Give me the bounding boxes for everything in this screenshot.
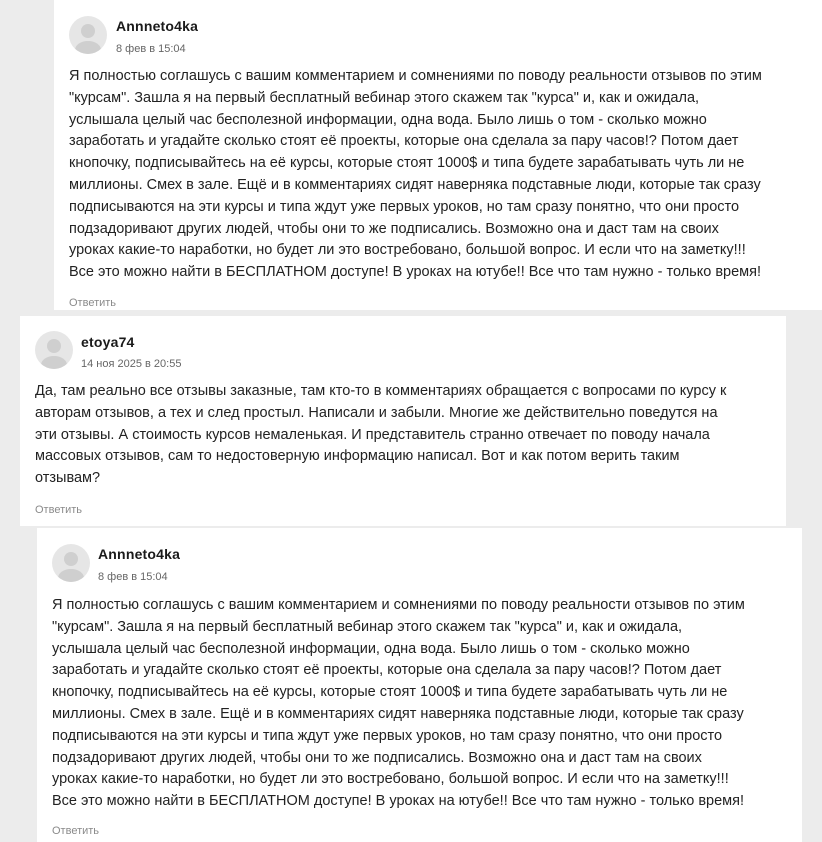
comment-author[interactable]: Annneto4ka [98, 546, 181, 562]
user-avatar-icon[interactable] [35, 331, 73, 369]
comment-text: Да, там реально все отзывы заказные, там кто-то в комментариях обращается с вопросами по курсу к авторам отзывов, а тех и след простыл. Написали и забыли. Многие же действительно поведутся на эти отзывы. А стоимость курсов немаленькая. И представитель странно отвечает по поводу начала массовых отзывов, сам то недостоверную информацию написал. Вот и как потом верить таким отзывам? [35, 383, 727, 487]
comment-card [37, 528, 802, 842]
reply-button[interactable]: Ответить [52, 825, 100, 837]
comment-card [54, 0, 822, 310]
comment-text: Я полностью соглашусь с вашим комментарием и сомнениями по поводу реальности отзывов по этим "курсам". Зашла я на первый бесплатный вебинар этого скажем так "курса" и, как и ожидала, услышала целый час бесполезной информации, одна вода. Было лишь о том - сколько можно заработать и угадайте сколько стоят её проекты, которые она сделала за пару часов!? Потом дает кнопочку, подписывайтесь на её курсы, которые стоят 1000$ и типа будете зарабатывать чуть ли не миллионы. Смех в зале. Ещё и в комментариях сидят наверняка подставные люди, которые так сразу подписываются на эти курсы и типа ждут уже первых уроков, но там сразу понятно, что они просто подзадоривают других людей, чтобы они то же подписались. Возможно она и даст там на своих уроках какие-то наработки, но будет ли это востребовано, большой вопрос. И если что на заметку!!! Все это можно найти в БЕСПЛАТНОМ доступе! В уроках на ютубе!! Все что там нужно - только время! [69, 68, 762, 281]
user-avatar-icon[interactable] [52, 544, 90, 582]
comment-date: 8 фев в 15:04 [98, 571, 168, 583]
comment-date: 14 ноя 2025 в 20:55 [81, 358, 182, 370]
reply-button[interactable]: Ответить [69, 297, 117, 309]
comment-date: 8 фев в 15:04 [116, 43, 186, 55]
user-avatar-icon[interactable] [69, 16, 107, 54]
comment-card [20, 316, 786, 526]
reply-button[interactable]: Ответить [35, 504, 83, 516]
comment-text: Я полностью соглашусь с вашим комментарием и сомнениями по поводу реальности отзывов по этим "курсам". Зашла я на первый бесплатный вебинар этого скажем так "курса" и, как и ожидала, услышала целый час бесполезной информации, одна вода. Было лишь о том - сколько можно заработать и угадайте сколько стоят её проекты, которые она сделала за пару часов!? Потом дает кнопочку, подписывайтесь на её курсы, которые стоят 1000$ и типа будете зарабатывать чуть ли не миллионы. Смех в зале. Ещё и в комментариях сидят наверняка подставные люди, которые так сразу подписываются на эти курсы и типа ждут уже первых уроков, но там сразу понятно, что они просто подзадоривают других людей, чтобы они то же подписались. Возможно она и даст там на своих уроках какие-то наработки, но будет ли это востребовано, большой вопрос. И если что на заметку!!! Все это можно найти в БЕСПЛАТНОМ доступе! В уроках на ютубе!! Все что там нужно - только время! [52, 597, 745, 810]
comment-author[interactable]: etoya74 [81, 334, 135, 350]
comment-author[interactable]: Annneto4ka [116, 18, 199, 34]
